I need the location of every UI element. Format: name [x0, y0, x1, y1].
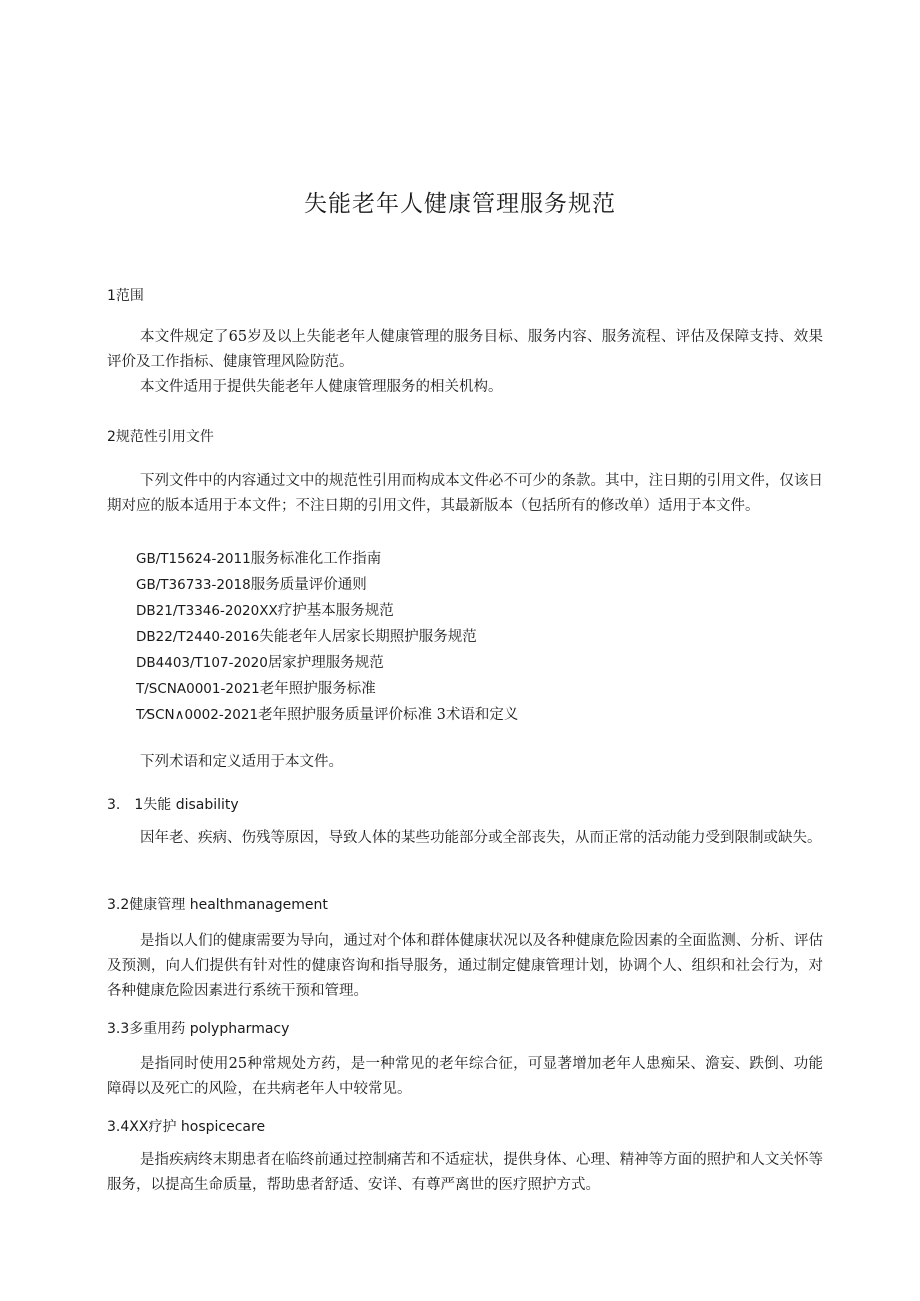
reference-code: T⁄SCN∧0002-2021 — [136, 707, 259, 723]
term-definition: 是指同时使用25种常规处方药，是一种常见的老年综合征，可显著增加老年人患痴呆、澹妄、跌倒、功能障碍以及死亡的风险，在共病老年人中较常见。 — [107, 1056, 823, 1097]
term-heading — [107, 1116, 265, 1136]
term-name-cn: 健康管理 — [129, 897, 186, 913]
term-name-cn: 失能 — [143, 797, 172, 813]
reference-name: 疗护基本服务规范 — [277, 603, 394, 619]
reference-item — [136, 572, 518, 598]
reference-code: GB/T36733-2018 — [136, 577, 251, 593]
reference-name: 居家护理服务规范 — [267, 655, 384, 671]
reference-item — [136, 598, 518, 624]
reference-item — [136, 702, 518, 728]
term-definition: 是指以人们的健康需要为导向，通过对个体和群体健康状况以及各种健康危险因素的全面监测、分析、评估及预测，向人们提供有针对性的健康咨询和指导服务，通过制定健康管理计划，协调个人、组织和社会行为，对各种健康危险因素进行系统干预和管理。 — [107, 933, 823, 999]
section-heading-scope: 1范围 — [107, 288, 144, 304]
term-definition: 是指疾病终末期患者在临终前通过控制痛苦和不适症状，提供身体、心理、精神等方面的照护和人文关怀等服务，以提高生命质量，帮助患者舒适、安详、有尊严离世的医疗照护方式。 — [107, 1152, 823, 1193]
terms-intro-paragraph: 下列术语和定义适用于本文件。 — [140, 754, 343, 770]
reference-code: T/SCNA0001-2021 — [136, 681, 260, 697]
normative-paragraph-1: 下列文件中的内容通过文中的规范性引用而构成本文件必不可少的条款。其中，注日期的引用文件，仅该日期对应的版本适用于本文件；不注日期的引用文件，其最新版本（包括所有的修改单）适用于本文件。 — [107, 473, 823, 514]
reference-code: DB21/T3346-2020XX — [136, 603, 278, 619]
term-name-cn: 疗护 — [148, 1119, 177, 1135]
reference-name: 老年照护服务质量评价标准 3术语和定义 — [258, 707, 519, 723]
term-number: 3.2 — [107, 897, 130, 913]
term-number: 3. 1 — [107, 797, 144, 813]
scope-paragraph-2: 本文件适用于提供失能老年人健康管理服务的相关机构。 — [140, 379, 503, 395]
term-heading — [107, 894, 328, 914]
reference-code: GB/T15624-2011 — [136, 551, 251, 567]
document-title: 失能老年人健康管理服务规范 — [304, 191, 616, 217]
term-definition: 因年老、疾病、伤残等原因，导致人体的某些功能部分或全部丧失，从而正常的活动能力受到限制或缺失。 — [140, 830, 822, 846]
reference-code: DB4403/T107-2020 — [136, 655, 268, 671]
term-heading — [107, 794, 239, 814]
reference-name: 老年照护服务标准 — [259, 681, 376, 697]
reference-item — [136, 546, 518, 572]
term-heading — [107, 1018, 289, 1038]
term-name-en: disability — [175, 797, 239, 813]
term-number: 3.3 — [107, 1021, 130, 1037]
reference-name: 服务标准化工作指南 — [250, 551, 382, 567]
reference-list — [136, 546, 518, 728]
reference-item — [136, 676, 518, 702]
section-heading-normative: 2规范性引用文件 — [107, 429, 214, 445]
term-name-en: polypharmacy — [189, 1021, 290, 1037]
scope-paragraph-1: 本文件规定了65岁及以上失能老年人健康管理的服务目标、服务内容、服务流程、评估及保障支持、效果评价及工作指标、健康管理风险防范。 — [107, 329, 823, 370]
term-name-en: healthmanagement — [189, 897, 328, 913]
term-name-cn: 多重用药 — [129, 1021, 186, 1037]
reference-item — [136, 624, 518, 650]
term-number: 3.4XX — [107, 1119, 149, 1135]
reference-item — [136, 650, 518, 676]
reference-name: 服务质量评价通则 — [250, 577, 367, 593]
reference-code: DB22/T2440-2016 — [136, 629, 260, 645]
term-name-en: hospicecare — [180, 1119, 266, 1135]
reference-name: 失能老年人居家长期照护服务规范 — [259, 629, 477, 645]
